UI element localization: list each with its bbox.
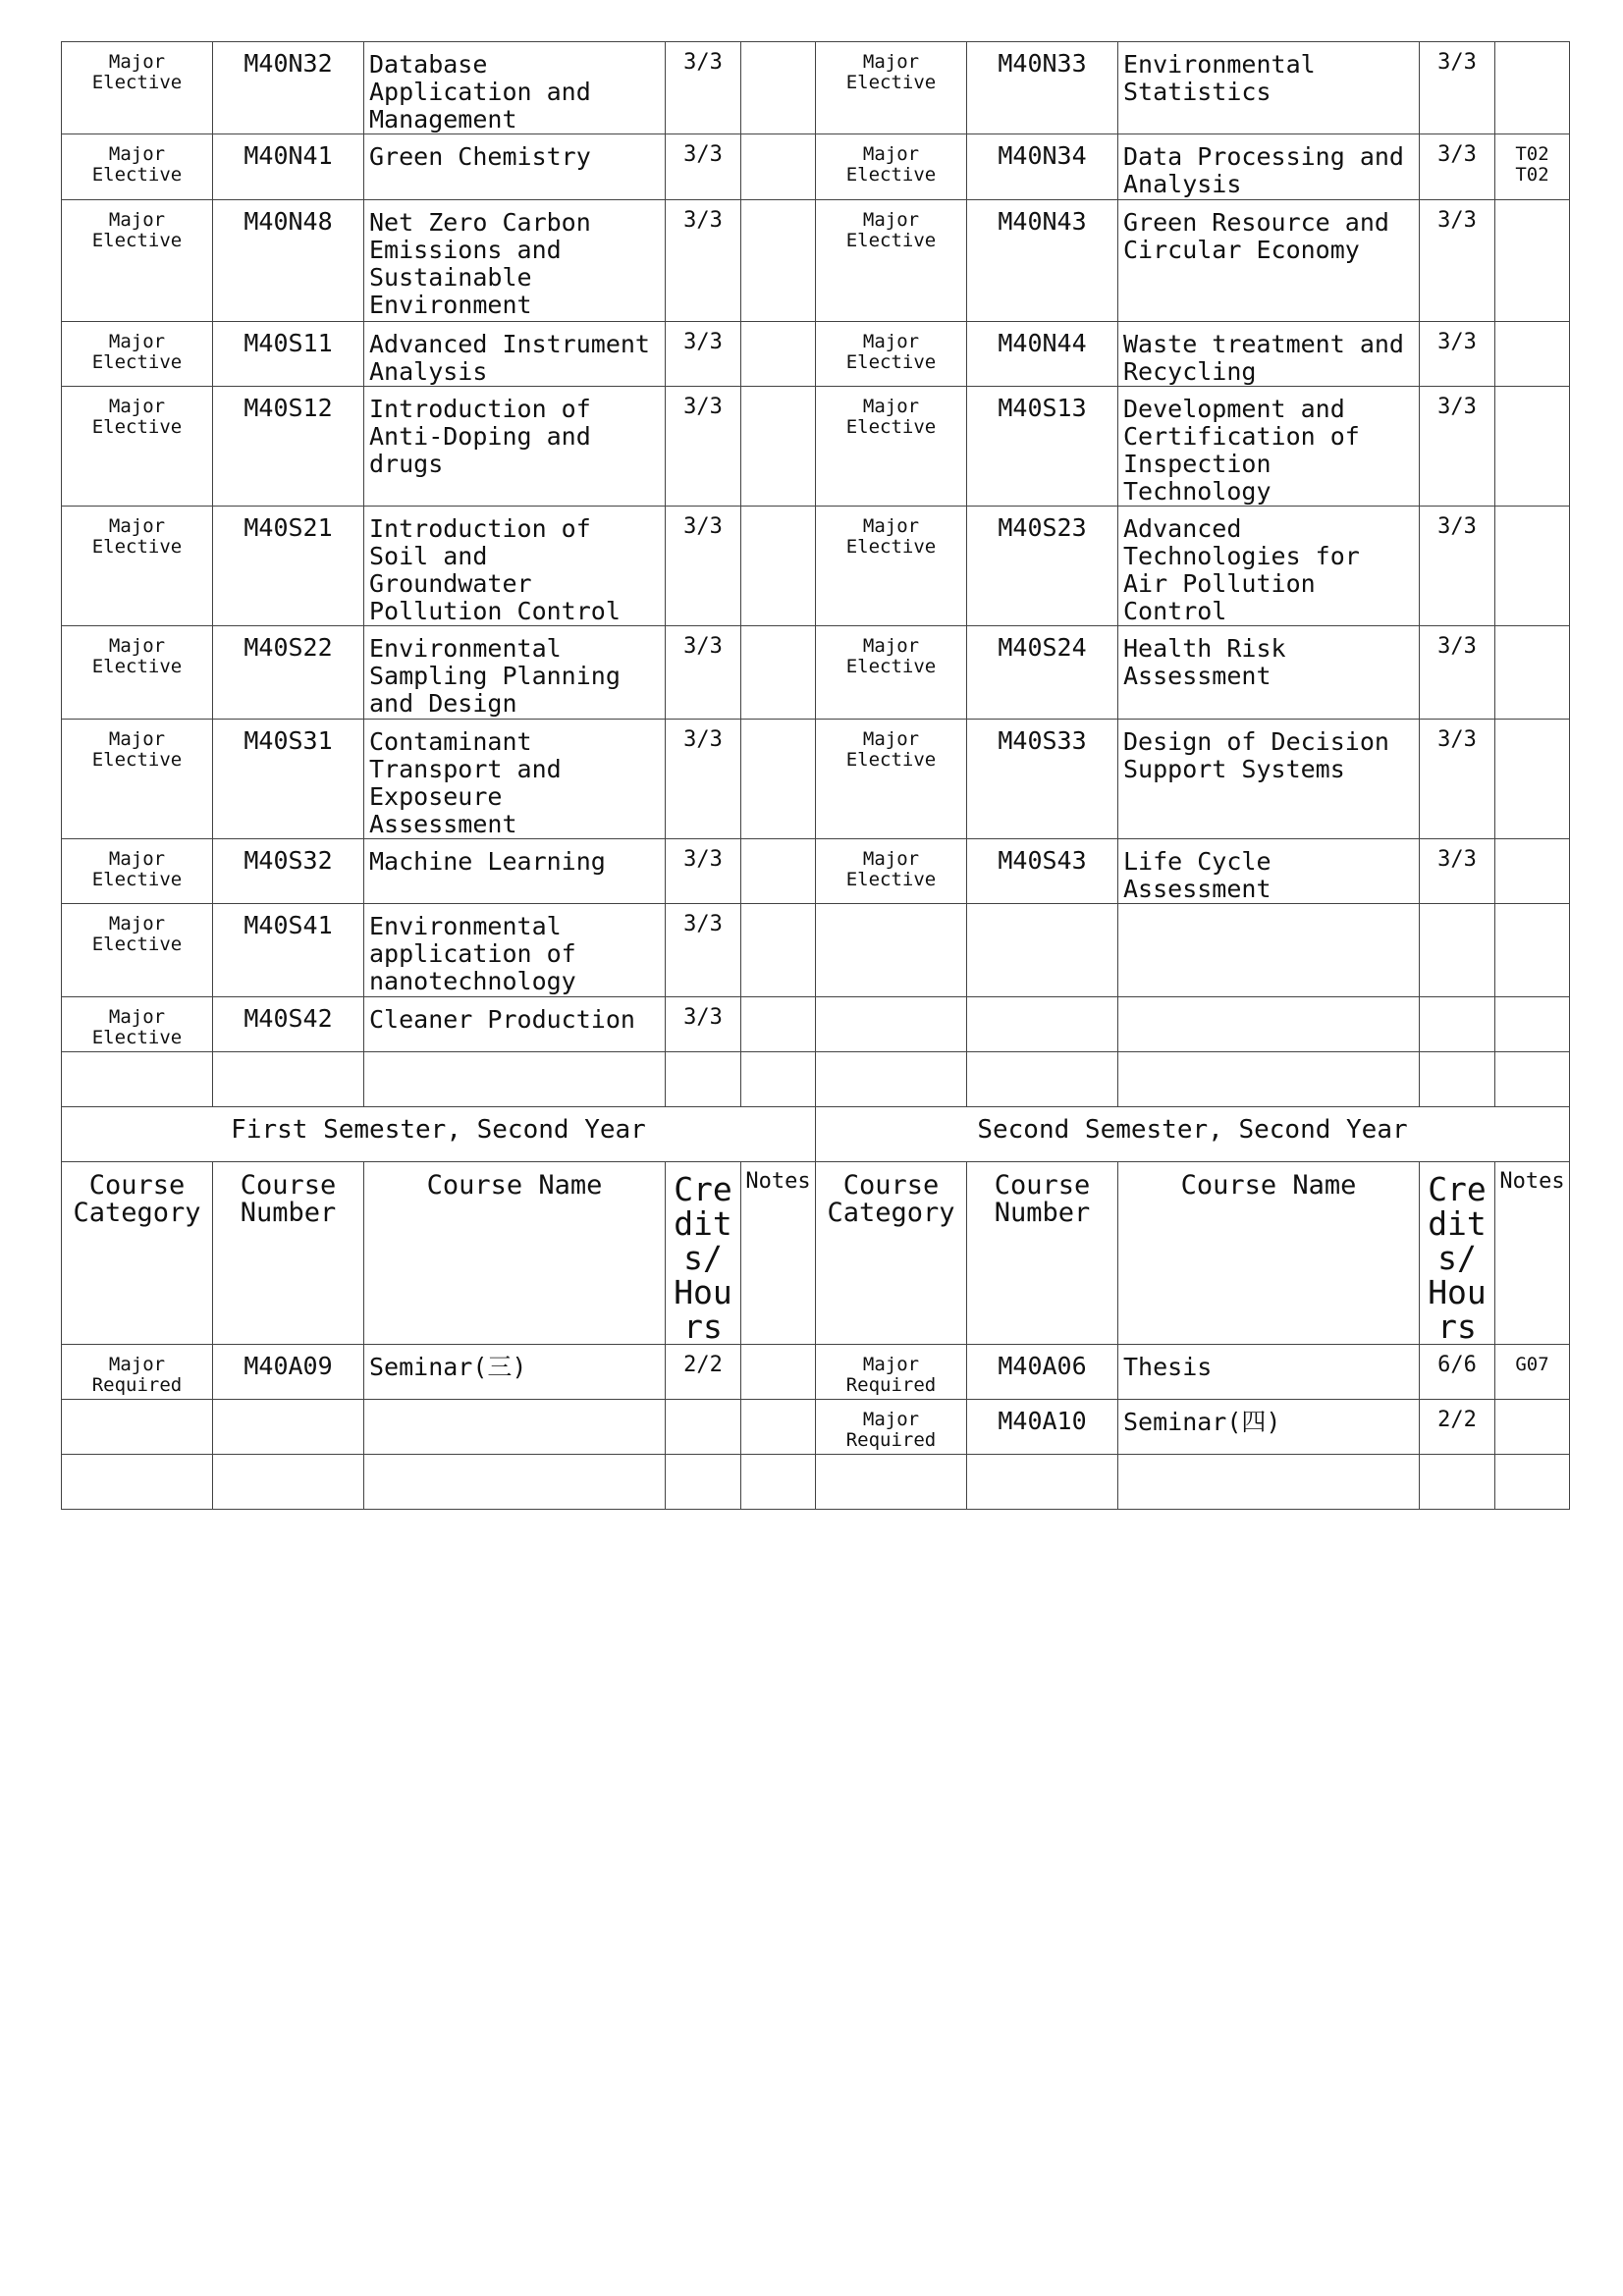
empty-cell <box>741 1052 816 1107</box>
course-credits: 3/3 <box>1420 200 1495 322</box>
second-year-courses <box>62 1345 1570 1510</box>
course-credits: 3/3 <box>666 322 741 387</box>
course-credits: 3/3 <box>666 42 741 134</box>
course-name: Green Chemistry <box>364 134 666 200</box>
table-row <box>62 42 1570 134</box>
course-category: Major Elective <box>816 720 967 839</box>
course-notes <box>741 839 816 904</box>
course-name: Net Zero Carbon Emissions and Sustainable Environment <box>364 200 666 322</box>
course-credits: 3/3 <box>1420 322 1495 387</box>
table-row <box>62 626 1570 720</box>
course-number: M40S43 <box>967 839 1118 904</box>
course-name: Environmental Sampling Planning and Design <box>364 626 666 720</box>
course-credits: 3/3 <box>666 904 741 997</box>
empty-cell <box>967 1052 1118 1107</box>
course-name: Introduction of Soil and Groundwater Pollution Control <box>364 507 666 626</box>
empty-cell <box>741 1455 816 1510</box>
course-credits: 3/3 <box>666 200 741 322</box>
empty-cell <box>364 1455 666 1510</box>
empty-cell <box>1118 1052 1420 1107</box>
course-credits: 6/6 <box>1420 1345 1495 1400</box>
table-row <box>62 322 1570 387</box>
course-credits: 3/3 <box>1420 507 1495 626</box>
empty-cell <box>666 1400 741 1455</box>
course-name: Environmental Statistics <box>1118 42 1420 134</box>
course-notes <box>741 200 816 322</box>
course-number: M40S12 <box>213 387 364 507</box>
course-number: M40S23 <box>967 507 1118 626</box>
course-notes <box>741 322 816 387</box>
course-name: Waste treatment and Recycling <box>1118 322 1420 387</box>
empty-cell <box>62 1052 213 1107</box>
table-row <box>62 134 1570 200</box>
header-credits-hours: Credits/ Hours <box>1420 1162 1495 1345</box>
course-credits: 3/3 <box>666 507 741 626</box>
header-credits-hours: Credits/ Hours <box>666 1162 741 1345</box>
empty-cell <box>213 1052 364 1107</box>
course-notes <box>741 134 816 200</box>
course-credits: 3/3 <box>1420 42 1495 134</box>
course-category: Major Elective <box>62 387 213 507</box>
table-row <box>62 507 1570 626</box>
table-row <box>62 904 1570 997</box>
course-name: Introduction of Anti-Doping and drugs <box>364 387 666 507</box>
course-category: Major Elective <box>62 200 213 322</box>
note-code: G07 <box>1515 1354 1549 1375</box>
course-number: M40N48 <box>213 200 364 322</box>
table-row <box>62 1052 1570 1107</box>
course-notes <box>741 720 816 839</box>
course-category: Major Elective <box>816 839 967 904</box>
course-notes <box>1495 387 1570 507</box>
course-category: Major Elective <box>62 626 213 720</box>
course-name: Advanced Instrument Analysis <box>364 322 666 387</box>
course-name: Seminar(三) <box>364 1345 666 1400</box>
empty-cell <box>816 1455 967 1510</box>
course-credits: 3/3 <box>666 626 741 720</box>
table-row <box>62 1455 1570 1510</box>
course-name: Contaminant Transport and Exposeure Assessment <box>364 720 666 839</box>
course-name: Machine Learning <box>364 839 666 904</box>
course-number: M40S31 <box>213 720 364 839</box>
note-code: T02 <box>1515 143 1549 165</box>
course-name: Cleaner Production <box>364 997 666 1052</box>
course-name: Data Processing and Analysis <box>1118 134 1420 200</box>
header-notes: Notes <box>741 1162 816 1345</box>
course-number: M40N33 <box>967 42 1118 134</box>
empty-cell <box>1420 1052 1495 1107</box>
table-row <box>62 997 1570 1052</box>
course-category: Major Elective <box>62 904 213 997</box>
course-credits: 3/3 <box>666 387 741 507</box>
course-notes <box>741 904 816 997</box>
empty-cell <box>213 1455 364 1510</box>
course-category: Major Elective <box>816 42 967 134</box>
course-number: M40S24 <box>967 626 1118 720</box>
empty-cell <box>213 1400 364 1455</box>
course-category: Major Elective <box>62 134 213 200</box>
header-course-category: Course Category <box>62 1162 213 1345</box>
course-name: Thesis <box>1118 1345 1420 1400</box>
header-course-category: Course Category <box>816 1162 967 1345</box>
empty-cell <box>816 1052 967 1107</box>
course-notes <box>1495 626 1570 720</box>
course-number: M40N41 <box>213 134 364 200</box>
course-credits: 3/3 <box>1420 720 1495 839</box>
empty-cell <box>1495 997 1570 1052</box>
course-number: M40N44 <box>967 322 1118 387</box>
empty-cell <box>1420 997 1495 1052</box>
course-number: M40A10 <box>967 1400 1118 1455</box>
header-notes: Notes <box>1495 1162 1570 1345</box>
header-course-name: Course Name <box>364 1162 666 1345</box>
semester-title-row <box>62 1107 1570 1162</box>
empty-cell <box>1420 1455 1495 1510</box>
course-category: Major Required <box>62 1345 213 1400</box>
course-notes <box>1495 200 1570 322</box>
course-number: M40N34 <box>967 134 1118 200</box>
table-row <box>62 1345 1570 1400</box>
empty-cell <box>967 997 1118 1052</box>
first-semester-title: First Semester, Second Year <box>62 1107 816 1162</box>
course-notes <box>1495 839 1570 904</box>
course-number: M40A09 <box>213 1345 364 1400</box>
course-credits: 3/3 <box>1420 387 1495 507</box>
course-category: Major Elective <box>816 626 967 720</box>
course-credits: 2/2 <box>666 1345 741 1400</box>
empty-cell <box>1495 904 1570 997</box>
empty-cell <box>1495 1455 1570 1510</box>
empty-cell <box>364 1052 666 1107</box>
empty-cell <box>1118 904 1420 997</box>
course-notes <box>1495 720 1570 839</box>
course-notes <box>1495 134 1570 200</box>
elective-courses <box>62 42 1570 1107</box>
course-credits: 2/2 <box>1420 1400 1495 1455</box>
empty-cell <box>1118 1455 1420 1510</box>
course-name: Green Resource and Circular Economy <box>1118 200 1420 322</box>
course-number: M40S21 <box>213 507 364 626</box>
course-notes <box>741 997 816 1052</box>
course-notes <box>741 1345 816 1400</box>
course-number: M40S42 <box>213 997 364 1052</box>
course-credits: 3/3 <box>666 720 741 839</box>
curriculum-table <box>61 41 1570 1510</box>
course-name: Development and Certification of Inspection Technology <box>1118 387 1420 507</box>
course-category: Major Elective <box>62 997 213 1052</box>
course-category: Major Elective <box>62 507 213 626</box>
empty-cell <box>364 1400 666 1455</box>
empty-cell <box>62 1400 213 1455</box>
course-category: Major Elective <box>62 720 213 839</box>
course-notes <box>1495 1400 1570 1455</box>
course-category: Major Elective <box>816 134 967 200</box>
course-notes <box>741 387 816 507</box>
course-number: M40S41 <box>213 904 364 997</box>
course-category: Major Required <box>816 1400 967 1455</box>
course-credits: 3/3 <box>666 839 741 904</box>
curriculum-sheet <box>61 41 1569 1510</box>
empty-cell <box>967 904 1118 997</box>
course-number: M40S32 <box>213 839 364 904</box>
empty-cell <box>967 1455 1118 1510</box>
course-number: M40S22 <box>213 626 364 720</box>
course-notes <box>741 626 816 720</box>
course-name: Life Cycle Assessment <box>1118 839 1420 904</box>
empty-cell <box>816 997 967 1052</box>
course-notes <box>1495 322 1570 387</box>
course-category: Major Elective <box>62 322 213 387</box>
course-category: Major Elective <box>816 322 967 387</box>
course-credits: 3/3 <box>1420 626 1495 720</box>
course-notes <box>1495 507 1570 626</box>
course-notes <box>741 507 816 626</box>
table-row <box>62 1400 1570 1455</box>
course-category: Major Elective <box>816 200 967 322</box>
course-credits: 3/3 <box>1420 134 1495 200</box>
course-category: Major Elective <box>62 42 213 134</box>
course-credits: 3/3 <box>666 997 741 1052</box>
course-notes <box>1495 42 1570 134</box>
course-name: Health Risk Assessment <box>1118 626 1420 720</box>
course-category: Major Elective <box>816 507 967 626</box>
note-code: T02 <box>1515 164 1549 186</box>
course-number: M40S13 <box>967 387 1118 507</box>
table-row <box>62 839 1570 904</box>
empty-cell <box>666 1455 741 1510</box>
course-name: Database Application and Management <box>364 42 666 134</box>
course-category: Major Elective <box>816 387 967 507</box>
course-name: Design of Decision Support Systems <box>1118 720 1420 839</box>
empty-cell <box>1495 1052 1570 1107</box>
table-row <box>62 200 1570 322</box>
second-year-section <box>62 1107 1570 1345</box>
course-number: M40N32 <box>213 42 364 134</box>
course-name: Advanced Technologies for Air Pollution Control <box>1118 507 1420 626</box>
course-category: Major Elective <box>62 839 213 904</box>
table-row <box>62 387 1570 507</box>
second-semester-title: Second Semester, Second Year <box>816 1107 1570 1162</box>
course-number: M40S11 <box>213 322 364 387</box>
course-category: Major Required <box>816 1345 967 1400</box>
empty-cell <box>666 1052 741 1107</box>
course-name: Seminar(四) <box>1118 1400 1420 1455</box>
course-number: M40N43 <box>967 200 1118 322</box>
header-course-name: Course Name <box>1118 1162 1420 1345</box>
table-row <box>62 720 1570 839</box>
course-number: M40S33 <box>967 720 1118 839</box>
course-name: Environmental application of nanotechnology <box>364 904 666 997</box>
header-course-number: Course Number <box>213 1162 364 1345</box>
course-notes <box>1495 1345 1570 1400</box>
header-course-number: Course Number <box>967 1162 1118 1345</box>
empty-cell <box>1118 997 1420 1052</box>
course-credits: 3/3 <box>666 134 741 200</box>
empty-cell <box>741 1400 816 1455</box>
empty-cell <box>1420 904 1495 997</box>
course-notes <box>741 42 816 134</box>
column-header-row <box>62 1162 1570 1345</box>
empty-cell <box>62 1455 213 1510</box>
empty-cell <box>816 904 967 997</box>
course-credits: 3/3 <box>1420 839 1495 904</box>
course-number: M40A06 <box>967 1345 1118 1400</box>
